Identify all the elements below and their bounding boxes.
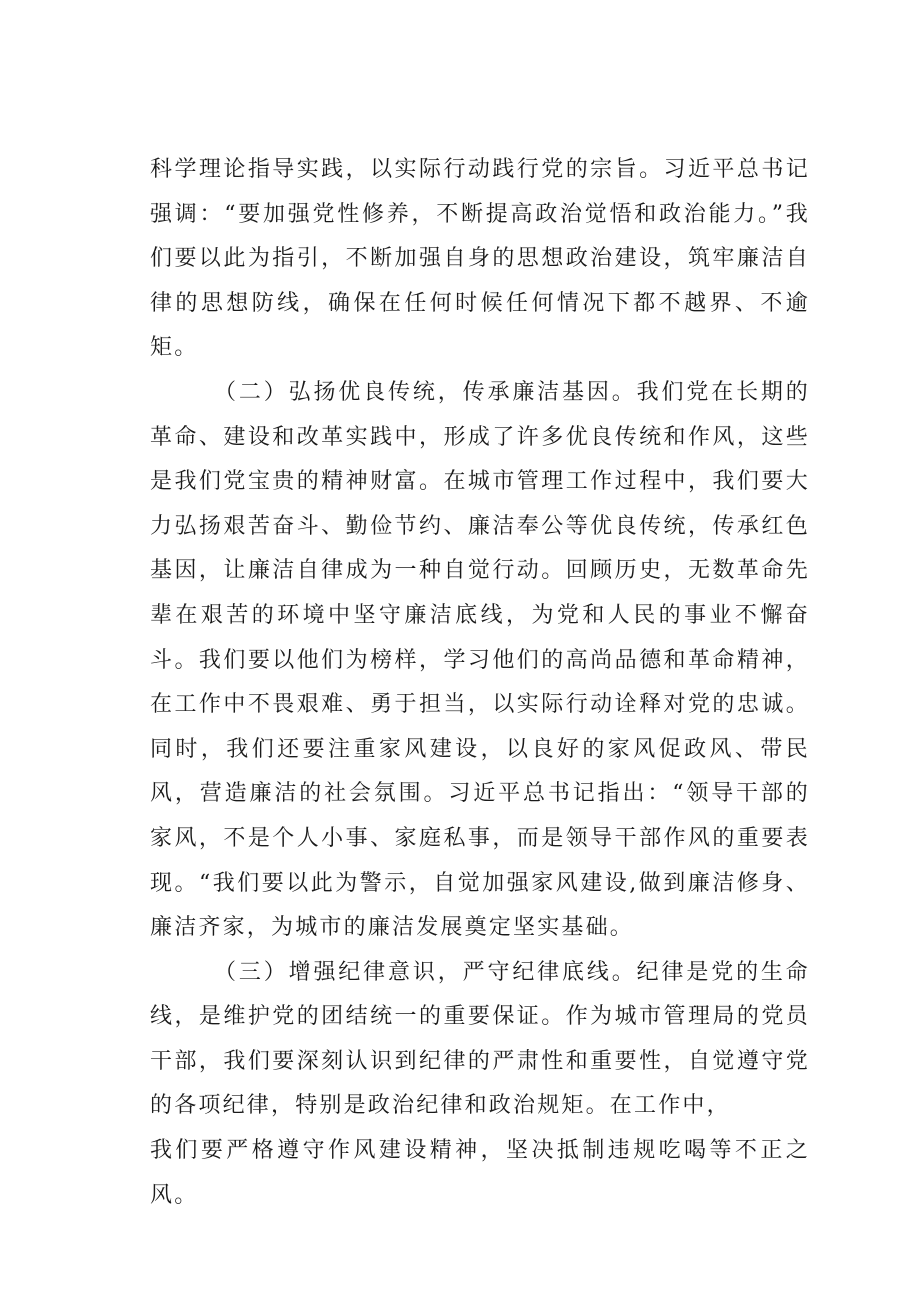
paragraph-1: 科学理论指导实践，以实际行动践行党的宗旨。习近平总书记强调：“要加强党性修养，不断提高政治觉悟和政治能力。”我们要以此为指引，不断加强自身的思想政治建设，筑牢廉洁自律的思想防线，确保在任何时候任何情况下都不越界、不逾矩。 (150, 157, 810, 361)
document-body (150, 148, 810, 1218)
paragraph-2: （二）弘扬优良传统，传承廉洁基因。我们党在长期的革命、建设和改革实践中，形成了许多优良传统和作风，这些是我们党宝贵的精神财富。在城市管理工作过程中，我们要大力弘扬艰苦奋斗、勤俭节约、廉洁奉公等优良传统，传承红色基因，让廉洁自律成为一种自觉行动。回顾历史，无数革命先辈在艰苦的环境中坚守廉洁底线，为党和人民的事业不懈奋斗。我们要以他们为榜样，学习他们的高尚品德和革命精神，在工作中不畏艰难、勇于担当，以实际行动诠释对党的忠诚。同时，我们还要注重家风建设，以良好的家风促政风、带民风，营造廉洁的社会氛围。习近平总书记指出：“领导干部的家风，不是个人小事、家庭私事，而是领导干部作风的重要表现。“我们要以此为警示，自觉加强家风建设,做到廉洁修身、廉洁齐家，为城市的廉洁发展奠定坚实基础。 (150, 379, 810, 941)
paragraph-4: 我们要严格遵守作风建设精神，坚决抵制违规吃喝等不正之风。 (150, 1138, 810, 1208)
paragraph-3: （三）增强纪律意识，严守纪律底线。纪律是党的生命线，是维护党的团结统一的重要保证。作为城市管理局的党员干部，我们要深刻认识到纪律的严肃性和重要性，自觉遵守党的各项纪律，特别是政治纪律和政治规矩。在工作中， (150, 959, 810, 1119)
